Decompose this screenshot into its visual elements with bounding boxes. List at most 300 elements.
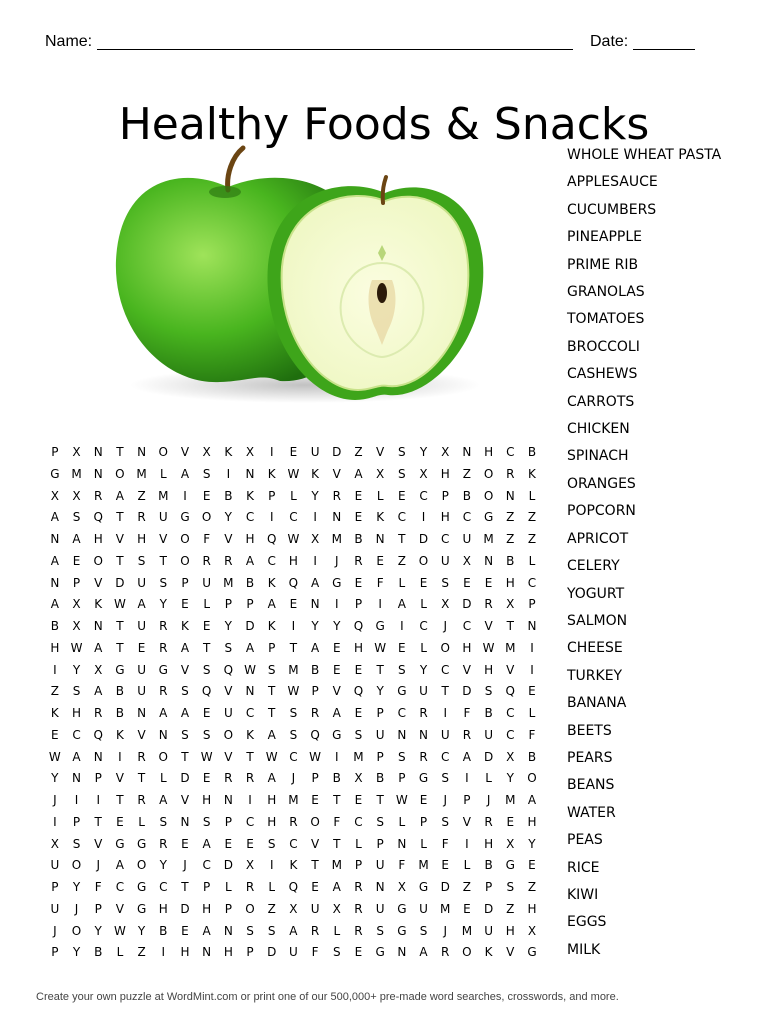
grid-letter[interactable]: D	[462, 597, 472, 612]
grid-letter[interactable]: U	[289, 945, 298, 960]
grid-letter[interactable]: S	[289, 706, 298, 720]
grid-letter[interactable]: Y	[94, 923, 102, 938]
grid-letter[interactable]: X	[506, 836, 515, 851]
grid-letter[interactable]: W	[395, 793, 408, 807]
grid-letter[interactable]: U	[310, 445, 320, 459]
grid-letter[interactable]: Y	[72, 945, 81, 960]
grid-letter[interactable]: H	[180, 945, 190, 960]
grid-letter[interactable]: V	[115, 532, 125, 546]
grid-letter[interactable]: A	[94, 684, 103, 699]
grid-letter[interactable]: T	[333, 836, 341, 851]
grid-letter[interactable]: T	[116, 640, 124, 655]
grid-letter[interactable]: C	[397, 706, 407, 720]
grid-letter[interactable]: S	[72, 684, 81, 699]
grid-letter[interactable]: C	[527, 575, 537, 590]
grid-letter[interactable]: Y	[159, 597, 167, 612]
grid-letter[interactable]: H	[267, 814, 277, 829]
grid-letter[interactable]: X	[441, 597, 450, 612]
grid-letter[interactable]: H	[484, 445, 494, 459]
grid-letter[interactable]: E	[354, 706, 363, 720]
grid-letter[interactable]: X	[376, 466, 385, 481]
grid-letter[interactable]: I	[53, 814, 57, 829]
grid-letter[interactable]: X	[50, 488, 59, 503]
grid-letter[interactable]: S	[419, 923, 428, 938]
grid-letter[interactable]: Y	[311, 619, 319, 633]
grid-letter[interactable]: A	[159, 706, 168, 720]
grid-letter[interactable]: P	[311, 771, 319, 786]
grid-letter[interactable]: I	[183, 488, 187, 503]
grid-letter[interactable]: R	[289, 814, 298, 829]
grid-letter[interactable]: D	[180, 901, 190, 916]
grid-letter[interactable]: V	[332, 684, 341, 699]
grid-letter[interactable]: P	[51, 880, 59, 894]
grid-letter[interactable]: S	[332, 945, 341, 960]
grid-letter[interactable]: S	[159, 814, 168, 829]
grid-letter[interactable]: T	[441, 684, 449, 699]
grid-letter[interactable]: U	[375, 901, 385, 916]
grid-letter[interactable]: A	[462, 749, 472, 764]
grid-letter[interactable]: P	[224, 901, 232, 916]
grid-letter[interactable]: T	[376, 662, 384, 677]
grid-letter[interactable]: G	[375, 945, 385, 960]
grid-letter[interactable]: E	[202, 488, 211, 503]
grid-letter[interactable]: H	[158, 901, 168, 916]
grid-letter[interactable]: S	[159, 575, 168, 590]
grid-letter[interactable]: V	[180, 445, 190, 459]
grid-letter[interactable]: Q	[353, 619, 364, 633]
grid-letter[interactable]: I	[269, 510, 274, 525]
grid-letter[interactable]: L	[290, 488, 297, 503]
grid-letter[interactable]: N	[505, 488, 515, 503]
grid-letter[interactable]: P	[376, 706, 384, 720]
grid-letter[interactable]: P	[463, 793, 471, 807]
grid-letter[interactable]: I	[421, 510, 426, 525]
grid-letter[interactable]: B	[115, 684, 125, 699]
grid-letter[interactable]: W	[244, 662, 256, 677]
grid-letter[interactable]: U	[375, 858, 385, 873]
grid-letter[interactable]: S	[398, 662, 406, 677]
grid-letter[interactable]: X	[506, 597, 515, 612]
grid-letter[interactable]: K	[267, 619, 276, 633]
grid-letter[interactable]: S	[398, 749, 406, 764]
grid-letter[interactable]: H	[484, 662, 494, 677]
grid-letter[interactable]: G	[136, 880, 147, 894]
grid-letter[interactable]: K	[484, 945, 493, 960]
grid-letter[interactable]: B	[50, 619, 59, 633]
grid-letter[interactable]: T	[181, 749, 189, 764]
grid-letter[interactable]: Q	[505, 684, 515, 699]
grid-letter[interactable]: E	[116, 814, 124, 829]
grid-letter[interactable]: D	[418, 532, 429, 546]
grid-letter[interactable]: C	[289, 749, 298, 764]
grid-letter[interactable]: R	[202, 553, 211, 568]
grid-letter[interactable]: C	[72, 727, 81, 742]
grid-letter[interactable]: L	[528, 488, 536, 503]
grid-letter[interactable]: P	[528, 597, 536, 612]
grid-letter[interactable]: B	[527, 749, 537, 764]
grid-letter[interactable]: K	[94, 597, 103, 612]
grid-letter[interactable]: P	[441, 488, 449, 503]
grid-letter[interactable]: B	[159, 923, 168, 938]
grid-letter[interactable]: J	[53, 923, 57, 938]
grid-letter[interactable]: C	[289, 836, 298, 851]
grid-letter[interactable]: N	[223, 793, 233, 807]
grid-letter[interactable]: I	[226, 466, 231, 481]
grid-letter[interactable]: N	[93, 619, 103, 633]
grid-letter[interactable]: H	[353, 640, 363, 655]
grid-letter[interactable]: C	[462, 619, 472, 633]
grid-letter[interactable]: I	[291, 619, 296, 633]
grid-letter[interactable]: B	[310, 662, 320, 677]
grid-letter[interactable]: N	[245, 684, 255, 699]
grid-letter[interactable]: N	[50, 532, 60, 546]
grid-letter[interactable]: T	[94, 814, 102, 829]
grid-letter[interactable]: T	[137, 771, 146, 786]
grid-letter[interactable]: Y	[72, 880, 81, 894]
grid-letter[interactable]: I	[269, 858, 274, 873]
grid-letter[interactable]: H	[505, 923, 515, 938]
grid-letter[interactable]: N	[375, 880, 385, 894]
grid-letter[interactable]: A	[310, 575, 320, 590]
grid-letter[interactable]: P	[203, 880, 211, 894]
grid-letter[interactable]: F	[463, 706, 471, 720]
grid-letter[interactable]: N	[332, 510, 342, 525]
grid-letter[interactable]: B	[506, 553, 515, 568]
grid-letter[interactable]: L	[333, 923, 341, 938]
grid-letter[interactable]: K	[289, 858, 298, 873]
grid-letter[interactable]: N	[93, 445, 103, 459]
grid-letter[interactable]: T	[116, 445, 124, 459]
grid-letter[interactable]: E	[354, 488, 363, 503]
grid-letter[interactable]: S	[376, 923, 384, 938]
grid-letter[interactable]: G	[158, 662, 168, 677]
grid-letter[interactable]: Z	[462, 880, 472, 894]
grid-letter[interactable]: U	[50, 858, 60, 873]
grid-letter[interactable]: P	[376, 749, 384, 764]
grid-letter[interactable]: H	[505, 575, 515, 590]
grid-letter[interactable]: Y	[333, 619, 341, 633]
grid-letter[interactable]: S	[354, 727, 363, 742]
grid-letter[interactable]: H	[484, 836, 494, 851]
grid-letter[interactable]: R	[332, 488, 341, 503]
grid-letter[interactable]: S	[267, 923, 276, 938]
grid-letter[interactable]: V	[506, 662, 515, 677]
grid-letter[interactable]: X	[245, 445, 255, 459]
grid-letter[interactable]: S	[202, 466, 211, 481]
grid-letter[interactable]: P	[376, 836, 384, 851]
grid-letter[interactable]: G	[115, 662, 125, 677]
grid-letter[interactable]: E	[137, 640, 146, 655]
grid-letter[interactable]: R	[419, 749, 428, 764]
grid-letter[interactable]: U	[137, 662, 146, 677]
grid-letter[interactable]: H	[527, 814, 537, 829]
grid-letter[interactable]: C	[245, 706, 255, 720]
grid-letter[interactable]: X	[72, 619, 81, 633]
grid-letter[interactable]: C	[354, 814, 363, 829]
grid-letter[interactable]: X	[72, 445, 81, 459]
grid-letter[interactable]: E	[202, 771, 211, 786]
grid-letter[interactable]: N	[397, 836, 407, 851]
grid-letter[interactable]: V	[484, 619, 493, 633]
grid-letter[interactable]: P	[354, 597, 363, 612]
grid-letter[interactable]: I	[530, 662, 534, 677]
grid-letter[interactable]: B	[94, 945, 103, 960]
grid-letter[interactable]: E	[354, 945, 363, 960]
grid-letter[interactable]: B	[332, 771, 341, 786]
grid-letter[interactable]: E	[311, 880, 319, 894]
grid-letter[interactable]: E	[332, 662, 341, 677]
grid-letter[interactable]: R	[419, 706, 428, 720]
grid-letter[interactable]: E	[441, 858, 450, 873]
grid-letter[interactable]: T	[116, 619, 124, 633]
grid-letter[interactable]: N	[202, 945, 212, 960]
grid-letter[interactable]: N	[462, 445, 472, 459]
grid-letter[interactable]: Q	[93, 510, 103, 525]
grid-letter[interactable]: I	[53, 662, 57, 677]
grid-letter[interactable]: E	[354, 575, 363, 590]
grid-letter[interactable]: H	[462, 640, 472, 655]
grid-letter[interactable]: G	[136, 901, 147, 916]
grid-letter[interactable]: V	[506, 945, 515, 960]
grid-letter[interactable]: G	[505, 858, 515, 873]
grid-letter[interactable]: U	[419, 901, 428, 916]
grid-letter[interactable]: L	[355, 836, 362, 851]
grid-letter[interactable]: A	[72, 532, 81, 546]
grid-letter[interactable]: P	[419, 814, 428, 829]
grid-letter[interactable]: A	[115, 488, 125, 503]
grid-letter[interactable]: C	[506, 445, 515, 459]
grid-letter[interactable]: E	[181, 923, 189, 938]
grid-letter[interactable]: E	[311, 793, 319, 807]
grid-letter[interactable]: R	[137, 510, 146, 525]
grid-letter[interactable]: A	[50, 510, 59, 525]
grid-letter[interactable]: U	[223, 706, 233, 720]
grid-letter[interactable]: R	[354, 880, 363, 894]
grid-letter[interactable]: W	[482, 640, 495, 655]
grid-letter[interactable]: G	[136, 836, 147, 851]
grid-letter[interactable]: E	[181, 597, 189, 612]
grid-letter[interactable]: M	[331, 858, 342, 873]
grid-letter[interactable]: Z	[506, 510, 515, 525]
grid-letter[interactable]: I	[74, 793, 79, 807]
grid-letter[interactable]: E	[398, 640, 406, 655]
grid-letter[interactable]: T	[289, 640, 298, 655]
grid-letter[interactable]: B	[354, 532, 363, 546]
grid-letter[interactable]: H	[440, 466, 450, 481]
grid-letter[interactable]: P	[72, 814, 81, 829]
grid-letter[interactable]: I	[378, 597, 382, 612]
grid-letter[interactable]: M	[461, 923, 473, 938]
grid-letter[interactable]: C	[441, 532, 450, 546]
grid-letter[interactable]: F	[528, 727, 536, 742]
grid-letter[interactable]: E	[354, 662, 363, 677]
grid-letter[interactable]: A	[180, 640, 190, 655]
grid-letter[interactable]: C	[441, 749, 450, 764]
grid-letter[interactable]: D	[245, 619, 255, 633]
grid-letter[interactable]: S	[484, 684, 493, 699]
grid-letter[interactable]: X	[332, 901, 341, 916]
grid-letter[interactable]: G	[375, 619, 385, 633]
grid-letter[interactable]: E	[463, 901, 471, 916]
name-blank-line[interactable]	[97, 49, 573, 50]
grid-letter[interactable]: C	[289, 510, 298, 525]
grid-letter[interactable]: O	[136, 858, 147, 873]
grid-letter[interactable]: P	[224, 597, 232, 612]
grid-letter[interactable]: Y	[51, 771, 59, 786]
grid-letter[interactable]: Z	[354, 445, 363, 459]
grid-letter[interactable]: I	[161, 945, 166, 960]
grid-letter[interactable]: G	[397, 684, 407, 699]
grid-letter[interactable]: U	[440, 553, 450, 568]
grid-letter[interactable]: V	[94, 836, 103, 851]
grid-letter[interactable]: W	[113, 597, 126, 612]
grid-letter[interactable]: X	[202, 445, 211, 459]
grid-letter[interactable]: Y	[419, 445, 428, 459]
grid-letter[interactable]: Q	[353, 684, 364, 699]
grid-letter[interactable]: Z	[506, 901, 515, 916]
grid-letter[interactable]: J	[183, 858, 187, 873]
grid-letter[interactable]: B	[484, 706, 493, 720]
grid-letter[interactable]: J	[335, 553, 339, 568]
grid-letter[interactable]: Y	[506, 771, 514, 786]
grid-letter[interactable]: W	[287, 532, 300, 546]
grid-letter[interactable]: L	[420, 597, 427, 612]
grid-letter[interactable]: A	[354, 466, 363, 481]
grid-letter[interactable]: S	[72, 510, 81, 525]
grid-letter[interactable]: J	[443, 793, 447, 807]
grid-letter[interactable]: X	[289, 901, 298, 916]
grid-letter[interactable]: N	[158, 727, 168, 742]
grid-letter[interactable]: Z	[527, 532, 537, 546]
grid-letter[interactable]: R	[506, 466, 515, 481]
grid-letter[interactable]: L	[420, 640, 427, 655]
grid-letter[interactable]: T	[268, 706, 276, 720]
grid-letter[interactable]: B	[115, 706, 125, 720]
grid-letter[interactable]: C	[245, 510, 255, 525]
grid-letter[interactable]: X	[441, 445, 450, 459]
grid-letter[interactable]: C	[506, 727, 515, 742]
grid-letter[interactable]: D	[180, 771, 190, 786]
grid-letter[interactable]: S	[181, 684, 189, 699]
grid-letter[interactable]: P	[398, 771, 406, 786]
grid-letter[interactable]: F	[441, 836, 449, 851]
grid-letter[interactable]: J	[96, 858, 100, 873]
grid-letter[interactable]: E	[484, 575, 493, 590]
grid-letter[interactable]: O	[201, 510, 212, 525]
grid-letter[interactable]: V	[462, 662, 472, 677]
grid-letter[interactable]: T	[202, 640, 211, 655]
grid-letter[interactable]: E	[289, 445, 298, 459]
grid-letter[interactable]: N	[180, 814, 190, 829]
grid-letter[interactable]: A	[159, 793, 168, 807]
grid-letter[interactable]: O	[527, 771, 537, 786]
grid-letter[interactable]: A	[115, 858, 125, 873]
grid-letter[interactable]: C	[202, 858, 211, 873]
grid-letter[interactable]: I	[96, 793, 100, 807]
grid-letter[interactable]: H	[527, 901, 537, 916]
grid-letter[interactable]: N	[527, 619, 537, 633]
grid-letter[interactable]: Y	[72, 662, 81, 677]
grid-letter[interactable]: A	[527, 793, 537, 807]
grid-letter[interactable]: Y	[376, 684, 384, 699]
grid-letter[interactable]: P	[72, 575, 81, 590]
grid-letter[interactable]: U	[440, 727, 450, 742]
grid-letter[interactable]: E	[528, 684, 536, 699]
grid-letter[interactable]: K	[181, 619, 189, 633]
grid-letter[interactable]: A	[50, 553, 59, 568]
grid-letter[interactable]: E	[376, 553, 384, 568]
grid-letter[interactable]: D	[462, 684, 472, 699]
grid-letter[interactable]: E	[181, 836, 189, 851]
grid-letter[interactable]: H	[440, 510, 450, 525]
grid-letter[interactable]: R	[94, 488, 103, 503]
grid-letter[interactable]: R	[224, 553, 233, 568]
grid-letter[interactable]: L	[420, 836, 427, 851]
grid-letter[interactable]: A	[137, 597, 146, 612]
grid-letter[interactable]: A	[310, 640, 320, 655]
grid-letter[interactable]: Z	[137, 945, 146, 960]
grid-letter[interactable]: D	[267, 945, 277, 960]
grid-letter[interactable]: S	[202, 662, 211, 677]
grid-letter[interactable]: E	[51, 727, 59, 742]
grid-letter[interactable]: Q	[288, 880, 299, 894]
grid-letter[interactable]: J	[486, 793, 491, 807]
grid-letter[interactable]: X	[72, 597, 81, 612]
grid-letter[interactable]: R	[159, 619, 168, 633]
grid-letter[interactable]: C	[441, 662, 450, 677]
grid-letter[interactable]: N	[137, 706, 147, 720]
grid-letter[interactable]: A	[202, 836, 211, 851]
grid-letter[interactable]: K	[115, 727, 124, 742]
grid-letter[interactable]: X	[94, 662, 103, 677]
grid-letter[interactable]: N	[397, 727, 407, 742]
grid-letter[interactable]: G	[332, 575, 342, 590]
grid-letter[interactable]: A	[180, 466, 190, 481]
grid-letter[interactable]: T	[268, 684, 276, 699]
grid-letter[interactable]: P	[484, 880, 493, 894]
grid-letter[interactable]: X	[419, 466, 428, 481]
grid-letter[interactable]: J	[443, 923, 447, 938]
grid-letter[interactable]: Q	[310, 727, 320, 742]
grid-letter[interactable]: P	[224, 814, 232, 829]
grid-letter[interactable]: P	[94, 901, 102, 916]
grid-letter[interactable]: I	[269, 445, 274, 459]
grid-letter[interactable]: N	[72, 771, 82, 786]
grid-letter[interactable]: F	[203, 532, 211, 546]
grid-letter[interactable]: O	[483, 488, 494, 503]
grid-letter[interactable]: O	[462, 945, 472, 960]
grid-letter[interactable]: N	[245, 466, 255, 481]
grid-letter[interactable]: A	[72, 749, 81, 764]
grid-letter[interactable]: I	[118, 749, 122, 764]
grid-letter[interactable]: W	[200, 749, 213, 764]
grid-letter[interactable]: E	[289, 597, 298, 612]
grid-letter[interactable]: K	[267, 466, 276, 481]
grid-letter[interactable]: R	[245, 880, 255, 894]
grid-letter[interactable]: G	[527, 945, 537, 960]
grid-letter[interactable]: V	[224, 532, 233, 546]
grid-letter[interactable]: E	[419, 575, 428, 590]
grid-letter[interactable]: I	[465, 771, 469, 786]
grid-letter[interactable]: E	[246, 836, 254, 851]
grid-letter[interactable]: R	[354, 923, 363, 938]
grid-letter[interactable]: R	[137, 793, 146, 807]
grid-letter[interactable]: M	[331, 532, 342, 546]
grid-letter[interactable]: W	[48, 749, 61, 764]
grid-letter[interactable]: Y	[224, 510, 233, 525]
grid-letter[interactable]: R	[484, 814, 493, 829]
grid-letter[interactable]: F	[311, 945, 319, 960]
